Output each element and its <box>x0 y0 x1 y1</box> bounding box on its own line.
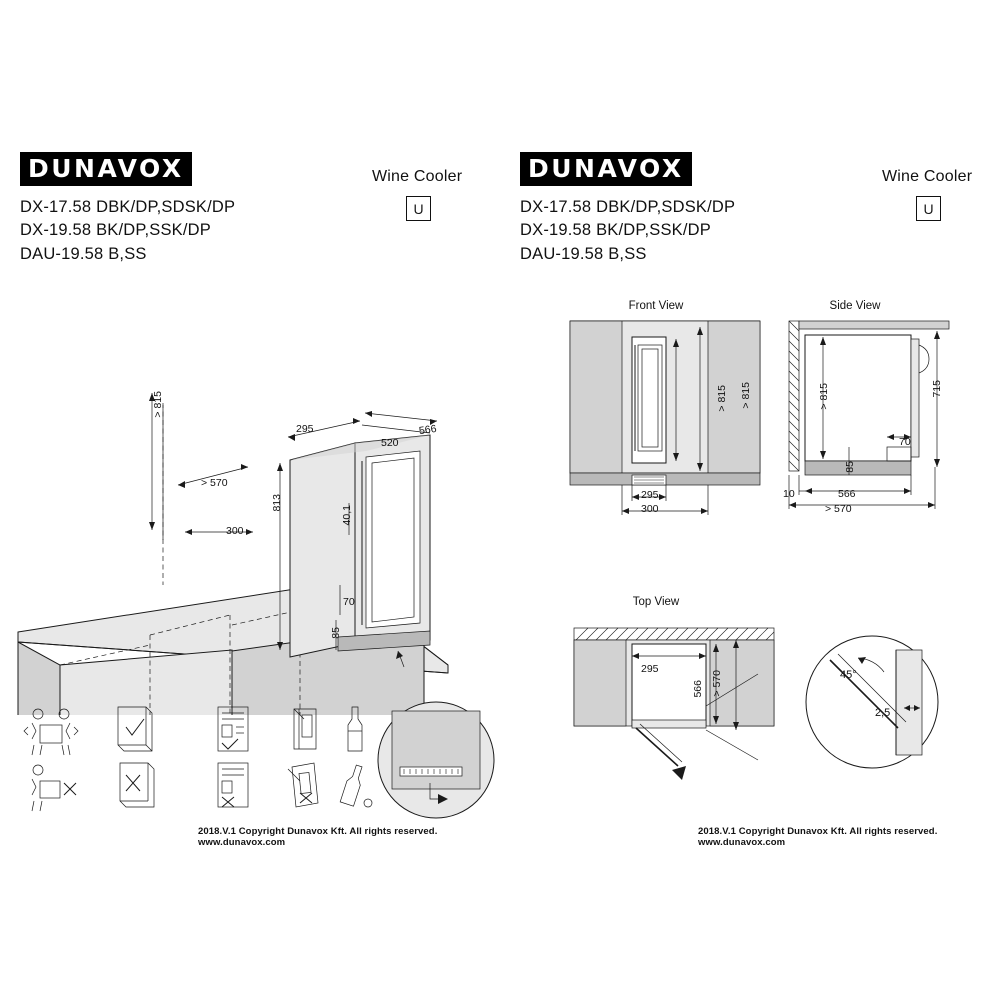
top-view-title: Top View <box>632 596 680 608</box>
upright-transport-ok-icon <box>118 707 152 751</box>
top-view-drawing <box>560 620 810 820</box>
model-list-right <box>520 196 735 266</box>
brand-logo-right: DUNAVOX <box>520 152 692 186</box>
model-line-1: DX-17.58 DBK/DP,SDSK/DP <box>20 198 236 216</box>
front-view-drawing <box>560 315 810 545</box>
dim-front-height-outer: > 815 <box>740 382 752 409</box>
dim-side-niche-depth: > 570 <box>825 503 852 515</box>
model-line-1-right: DX-17.58 DBK/DP,SDSK/DP <box>520 198 736 216</box>
model-line-2: DX-19.58 BK/DP,SSK/DP <box>20 221 211 240</box>
dim-top-unit-depth: 566 <box>692 680 704 698</box>
packaging-upright-ok-icon <box>294 709 316 749</box>
category-label-right: Wine Cooler <box>882 168 973 185</box>
front-view-title: Front View <box>628 300 684 312</box>
brand-logo: DUNAVOX <box>20 152 192 186</box>
dim-height-min-left: > 815 <box>152 391 164 418</box>
door-clearance-detail-bubble <box>800 630 950 780</box>
side-view-drawing <box>775 315 1000 545</box>
handling-icon-grid <box>22 705 382 815</box>
dim-depth-566: 566 <box>418 422 438 438</box>
dim-top-width-left: 295 <box>296 423 314 435</box>
brand-header-left <box>20 152 235 266</box>
dim-top-niche-depth: > 570 <box>711 670 723 697</box>
bottle-upright-ok-icon <box>348 707 362 751</box>
dim-depth-min-left: > 570 <box>201 477 228 489</box>
dim-front-height-inner: > 815 <box>716 385 728 412</box>
dim-side-plinth-height: 85 <box>844 461 856 473</box>
side-view-title: Side View <box>829 300 881 312</box>
footer-left: 2018.V.1 Copyright Dunavox Kft. All rights reserved. www.dunavox.com <box>198 826 438 848</box>
dim-front-opening-width: 300 <box>641 503 659 515</box>
dim-depth-520: 520 <box>381 437 399 449</box>
model-list <box>20 196 235 266</box>
packaging-tilted-forbidden-icon <box>288 763 318 807</box>
manual-ignore-forbidden-icon <box>218 763 248 807</box>
dim-plinth-70: 70 <box>343 596 355 608</box>
dim-body-height-813: 813 <box>271 494 283 512</box>
footer-right: 2018.V.1 Copyright Dunavox Kft. All rights reserved. www.dunavox.com <box>698 826 938 848</box>
brand-header-right <box>520 152 735 266</box>
dim-side-gap: 10 <box>783 488 795 500</box>
model-line-2-right: DX-19.58 BK/DP,SSK/DP <box>520 221 711 240</box>
perspective-drawing <box>0 285 500 715</box>
dim-door-clearance: 2,5 <box>875 707 891 719</box>
ventilation-detail-bubble <box>370 695 510 825</box>
model-line-3: DAU-19.58 B,SS <box>20 244 147 263</box>
dim-side-height-min: > 815 <box>818 383 830 410</box>
dim-door-panel-40: 40,1 <box>341 505 353 526</box>
dim-niche-width-left: 300 <box>226 525 244 537</box>
category-label-left: Wine Cooler <box>372 168 463 185</box>
dim-plinth-85: 85 <box>330 627 342 639</box>
one-person-carry-forbidden-icon <box>32 765 76 811</box>
two-person-carry-ok-icon <box>24 709 78 755</box>
bottle-tilted-forbidden-icon <box>340 764 372 807</box>
dim-front-niche-width: 295 <box>641 489 659 501</box>
model-line-3-right: DAU-19.58 B,SS <box>520 244 647 263</box>
dim-side-unit-height: 715 <box>931 380 943 398</box>
dim-side-leg-depth: 70 <box>899 436 911 448</box>
badge-u-right: U <box>916 196 941 221</box>
manual-read-ok-icon <box>218 707 248 751</box>
dim-side-unit-depth: 566 <box>838 488 856 500</box>
right-panel <box>500 0 1000 1000</box>
tilted-transport-forbidden-icon <box>120 763 154 807</box>
dim-top-inner-width: 295 <box>641 663 659 675</box>
dim-door-angle: 45° <box>840 669 857 681</box>
badge-u-left: U <box>406 196 431 221</box>
